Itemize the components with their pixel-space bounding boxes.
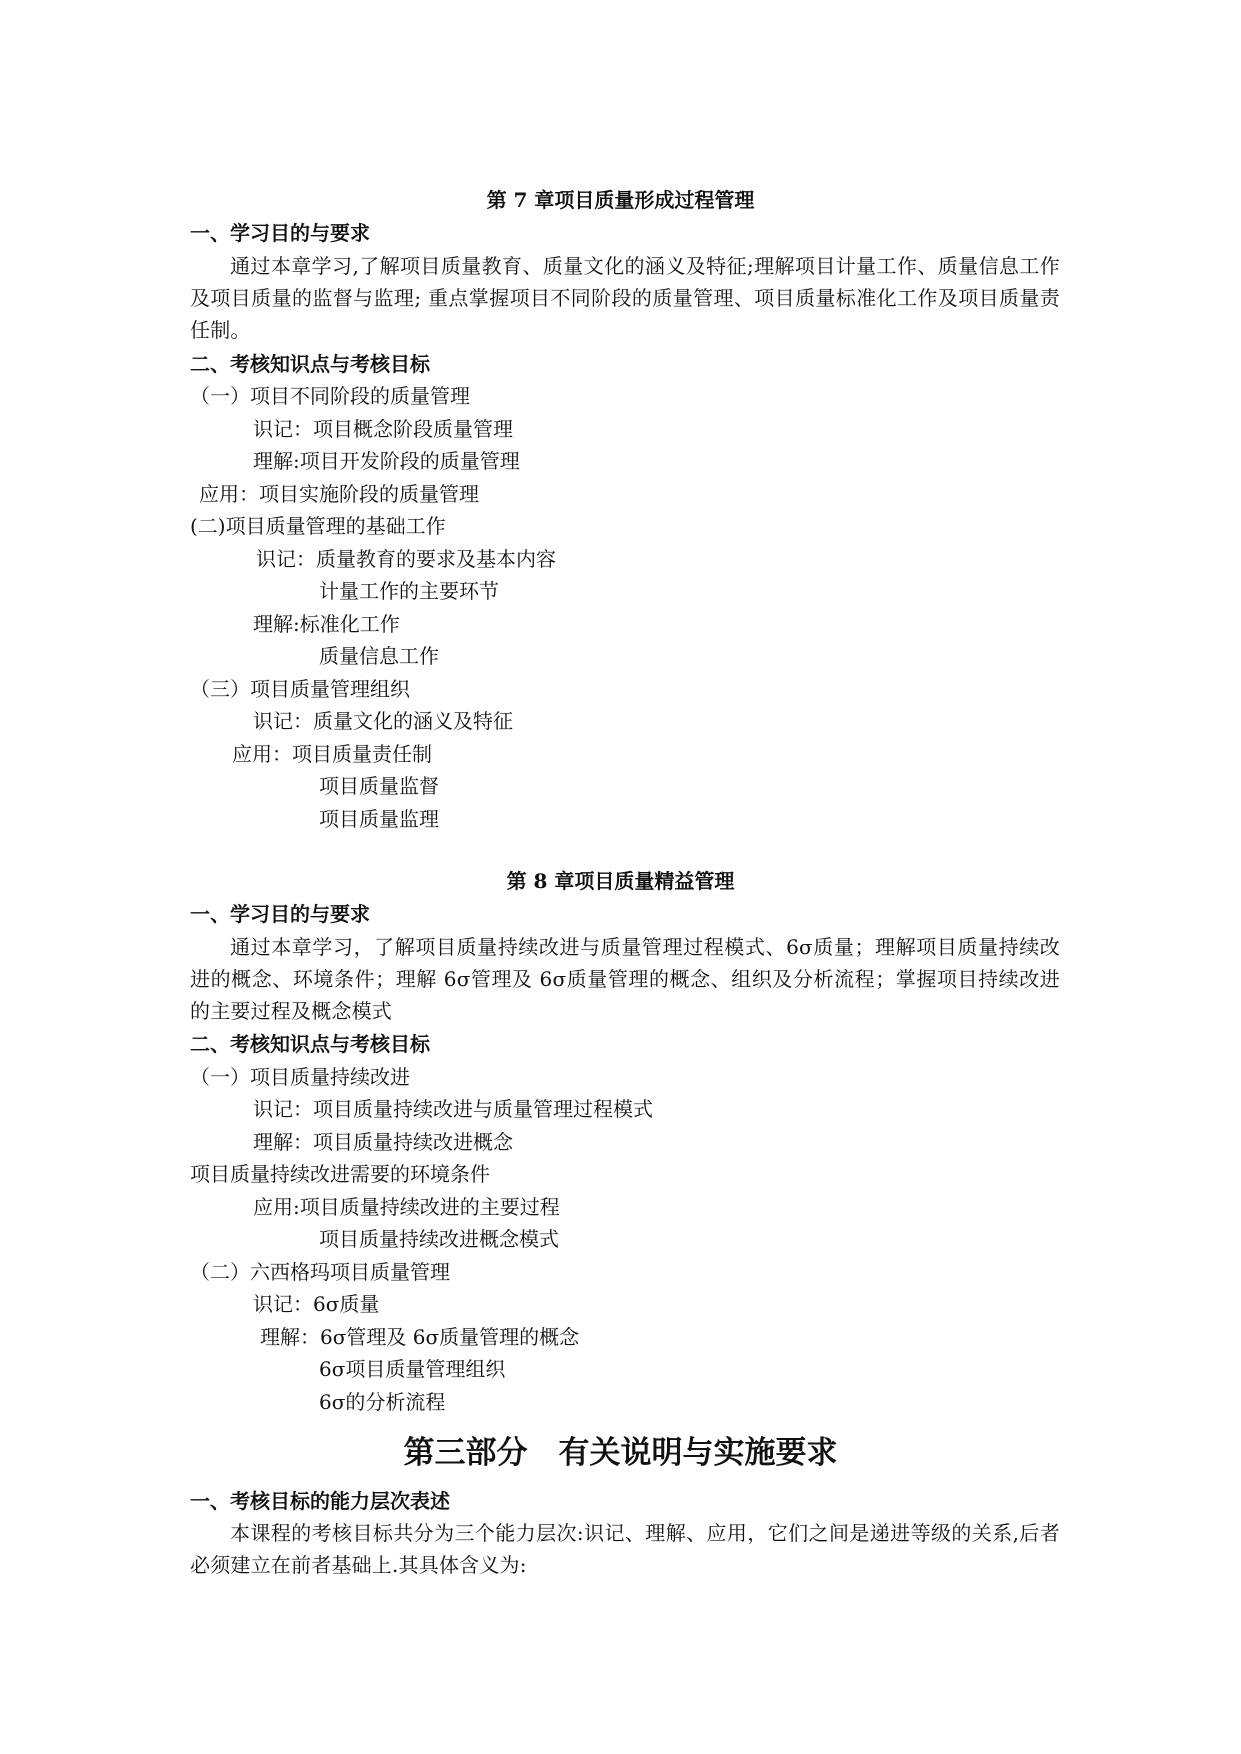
ch8-item: 项目质量持续改进概念模式 xyxy=(319,1227,559,1251)
ch7-section-2-heading: 二、考核知识点与考核目标 xyxy=(190,352,430,376)
ch8-item: 理解：6σ管理及 6σ质量管理的概念 xyxy=(260,1325,580,1349)
ch8-section-1-heading: 一、学习目的与要求 xyxy=(190,902,370,926)
chapter-7-title: 第 7 章项目质量形成过程管理 xyxy=(486,188,755,212)
ch7-item: 识记：项目概念阶段质量管理 xyxy=(253,417,513,441)
ch8-item: （二）六西格玛项目质量管理 xyxy=(190,1260,450,1284)
ch7-item: 理解:项目开发阶段的质量管理 xyxy=(253,449,520,473)
ch8-item: 项目质量持续改进需要的环境条件 xyxy=(190,1162,490,1186)
ch7-item: 识记：质量教育的要求及基本内容 xyxy=(256,547,556,571)
part-3-title: 第三部分 有关说明与实施要求 xyxy=(403,1435,838,1471)
ch8-item: 应用:项目质量持续改进的主要过程 xyxy=(253,1195,560,1219)
part3-section-1-heading: 一、考核目标的能力层次表述 xyxy=(190,1489,450,1513)
ch8-item: 识记：项目质量持续改进与质量管理过程模式 xyxy=(253,1097,653,1121)
ch7-item: 应用：项目实施阶段的质量管理 xyxy=(199,482,479,506)
ch8-item: （一）项目质量持续改进 xyxy=(190,1065,410,1089)
ch7-item: 识记：质量文化的涵义及特征 xyxy=(253,709,513,733)
ch7-item: 应用：项目质量责任制 xyxy=(232,742,432,766)
ch8-section-1-paragraph: 通过本章学习，了解项目质量持续改进与质量管理过程模式、6σ质量；理解项目质量持续改进的概念、环境条件；理解 6σ管理及 6σ质量管理的概念、组织及分析流程；掌握项目持续改进的主要过程及概念模式 xyxy=(190,935,1060,1023)
ch8-item: 理解：项目质量持续改进概念 xyxy=(253,1130,513,1154)
part3-section-1-paragraph: 本课程的考核目标共分为三个能力层次:识记、理解、应用，它们之间是递进等级的关系,后者必须建立在前者基础上.其具体含义为: xyxy=(190,1521,1060,1577)
ch8-item: 6σ项目质量管理组织 xyxy=(319,1357,506,1381)
ch7-item: 理解:标准化工作 xyxy=(253,612,400,636)
chapter-8-title: 第 8 章项目质量精益管理 xyxy=(506,869,735,893)
ch7-item: （三）项目质量管理组织 xyxy=(190,677,410,701)
ch7-item: 项目质量监理 xyxy=(319,807,439,831)
ch7-section-1-heading: 一、学习目的与要求 xyxy=(190,221,370,245)
ch7-section-1-paragraph: 通过本章学习,了解项目质量教育、质量文化的涵义及特征;理解项目计量工作、质量信息工作及项目质量的监督与监理; 重点掌握项目不同阶段的质量管理、项目质量标准化工作及项目质量责任制。 xyxy=(190,254,1060,342)
ch7-item: (二)项目质量管理的基础工作 xyxy=(190,514,446,538)
ch7-item: （一）项目不同阶段的质量管理 xyxy=(190,384,470,408)
ch7-item: 项目质量监督 xyxy=(319,774,439,798)
ch8-item: 识记：6σ质量 xyxy=(253,1292,380,1316)
ch7-item: 质量信息工作 xyxy=(319,644,439,668)
ch8-section-2-heading: 二、考核知识点与考核目标 xyxy=(190,1032,430,1056)
ch7-item: 计量工作的主要环节 xyxy=(319,579,499,603)
ch8-item: 6σ的分析流程 xyxy=(319,1390,446,1414)
